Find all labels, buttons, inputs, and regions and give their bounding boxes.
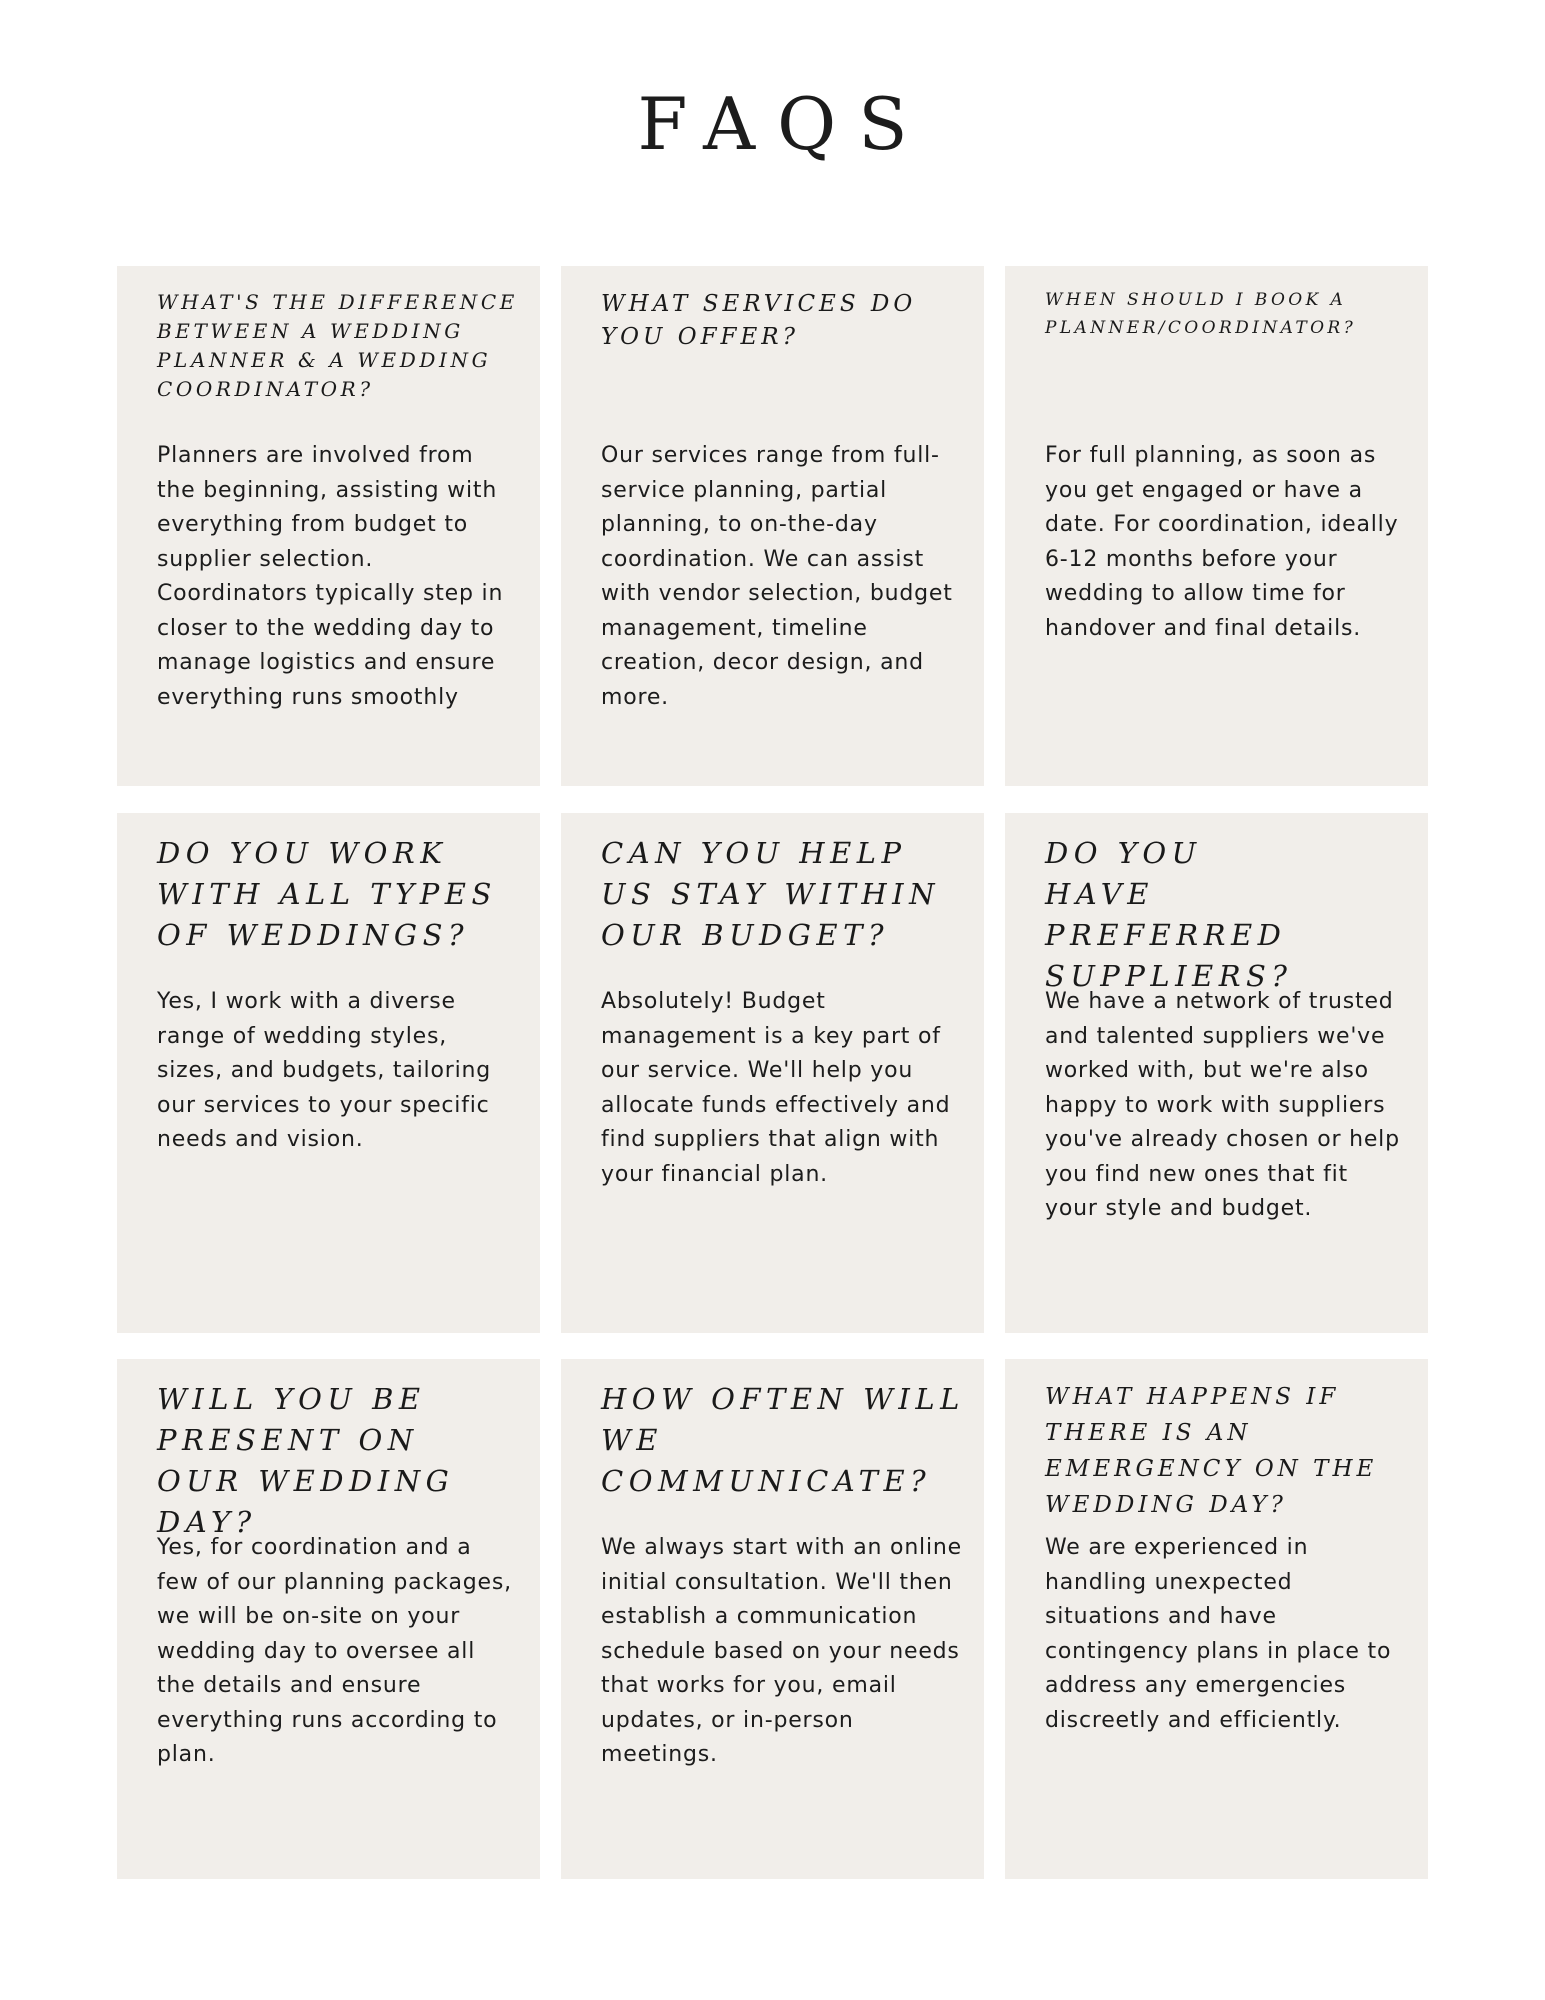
faq-card-services [561, 266, 984, 786]
faq-question: WHAT'S THE DIFFERENCE BETWEEN A WEDDING PLANNER & A WEDDING COORDINATOR? [157, 290, 518, 401]
faq-answer: Yes, I work with a diverse range of wedding styles, sizes, and budgets, tailoring our services to your specific needs and vision. [157, 989, 491, 1152]
faq-answer: Planners are involved from the beginning, assisting with everything from budget to supplier selection. Coordinators typically step in closer to the wedding day to manage logistics and ensure everything runs smoothly [157, 443, 504, 710]
faq-card-communication [561, 1359, 984, 1879]
faq-question: WHAT HAPPENS IF THERE IS AN EMERGENCY ON THE WEDDING DAY? [1045, 1384, 1378, 1518]
faq-card-wedding-day [117, 1359, 540, 1879]
faq-question: DO YOU WORK WITH ALL TYPES OF WEDDINGS? [157, 836, 497, 952]
faq-card-booking [1005, 266, 1428, 786]
faq-card-suppliers [1005, 813, 1428, 1333]
faq-answer: We always start with an online initial consultation. We'll then establish a communication schedule based on your needs that works for you, email updates, or in-person meetings. [601, 1535, 962, 1767]
faq-answer: For full planning, as soon as you get engaged or have a date. For coordination, ideally 6-12 months before your wedding to allow time for handover and final details. [1045, 443, 1399, 641]
faq-answer: Our services range from full-service planning, partial planning, to on-the-day coordination. We can assist with vendor selection, budget management, timeline creation, decor design, and more. [601, 443, 953, 710]
faq-question: CAN YOU HELP US STAY WITHIN OUR BUDGET? [601, 836, 941, 952]
faq-card-difference [117, 266, 540, 786]
faq-question: WHAT SERVICES DO YOU OFFER? [601, 291, 917, 350]
faq-answer: We are experienced in handling unexpected situations and have contingency plans in place to address any emergencies discreetly and efficiently. [1045, 1535, 1392, 1733]
page-title: FAQS [637, 82, 930, 166]
faq-question: WHEN SHOULD I BOOK A PLANNER/COORDINATOR? [1045, 290, 1357, 338]
faq-question: HOW OFTEN WILL WE COMMUNICATE? [601, 1382, 965, 1498]
faq-question: WILL YOU BE PRESENT ON OUR WEDDING DAY? [157, 1382, 455, 1539]
faq-question: DO YOU HAVE PREFERRED SUPPLIERS? [1045, 836, 1293, 993]
faq-answer: Yes, for coordination and a few of our planning packages, we will be on-site on your wedding day to oversee all the details and ensure everything runs according to plan. [157, 1535, 512, 1767]
faq-card-emergency [1005, 1359, 1428, 1879]
faq-answer: We have a network of trusted and talented suppliers we've worked with, but we're also happy to work with suppliers you've already chosen or help you find new ones that fit your style and budget. [1045, 989, 1400, 1221]
faq-card-wedding-types [117, 813, 540, 1333]
faq-answer: Absolutely! Budget management is a key part of our service. We'll help you allocate funds effectively and find suppliers that align with your financial plan. [601, 989, 951, 1187]
faq-card-budget [561, 813, 984, 1333]
